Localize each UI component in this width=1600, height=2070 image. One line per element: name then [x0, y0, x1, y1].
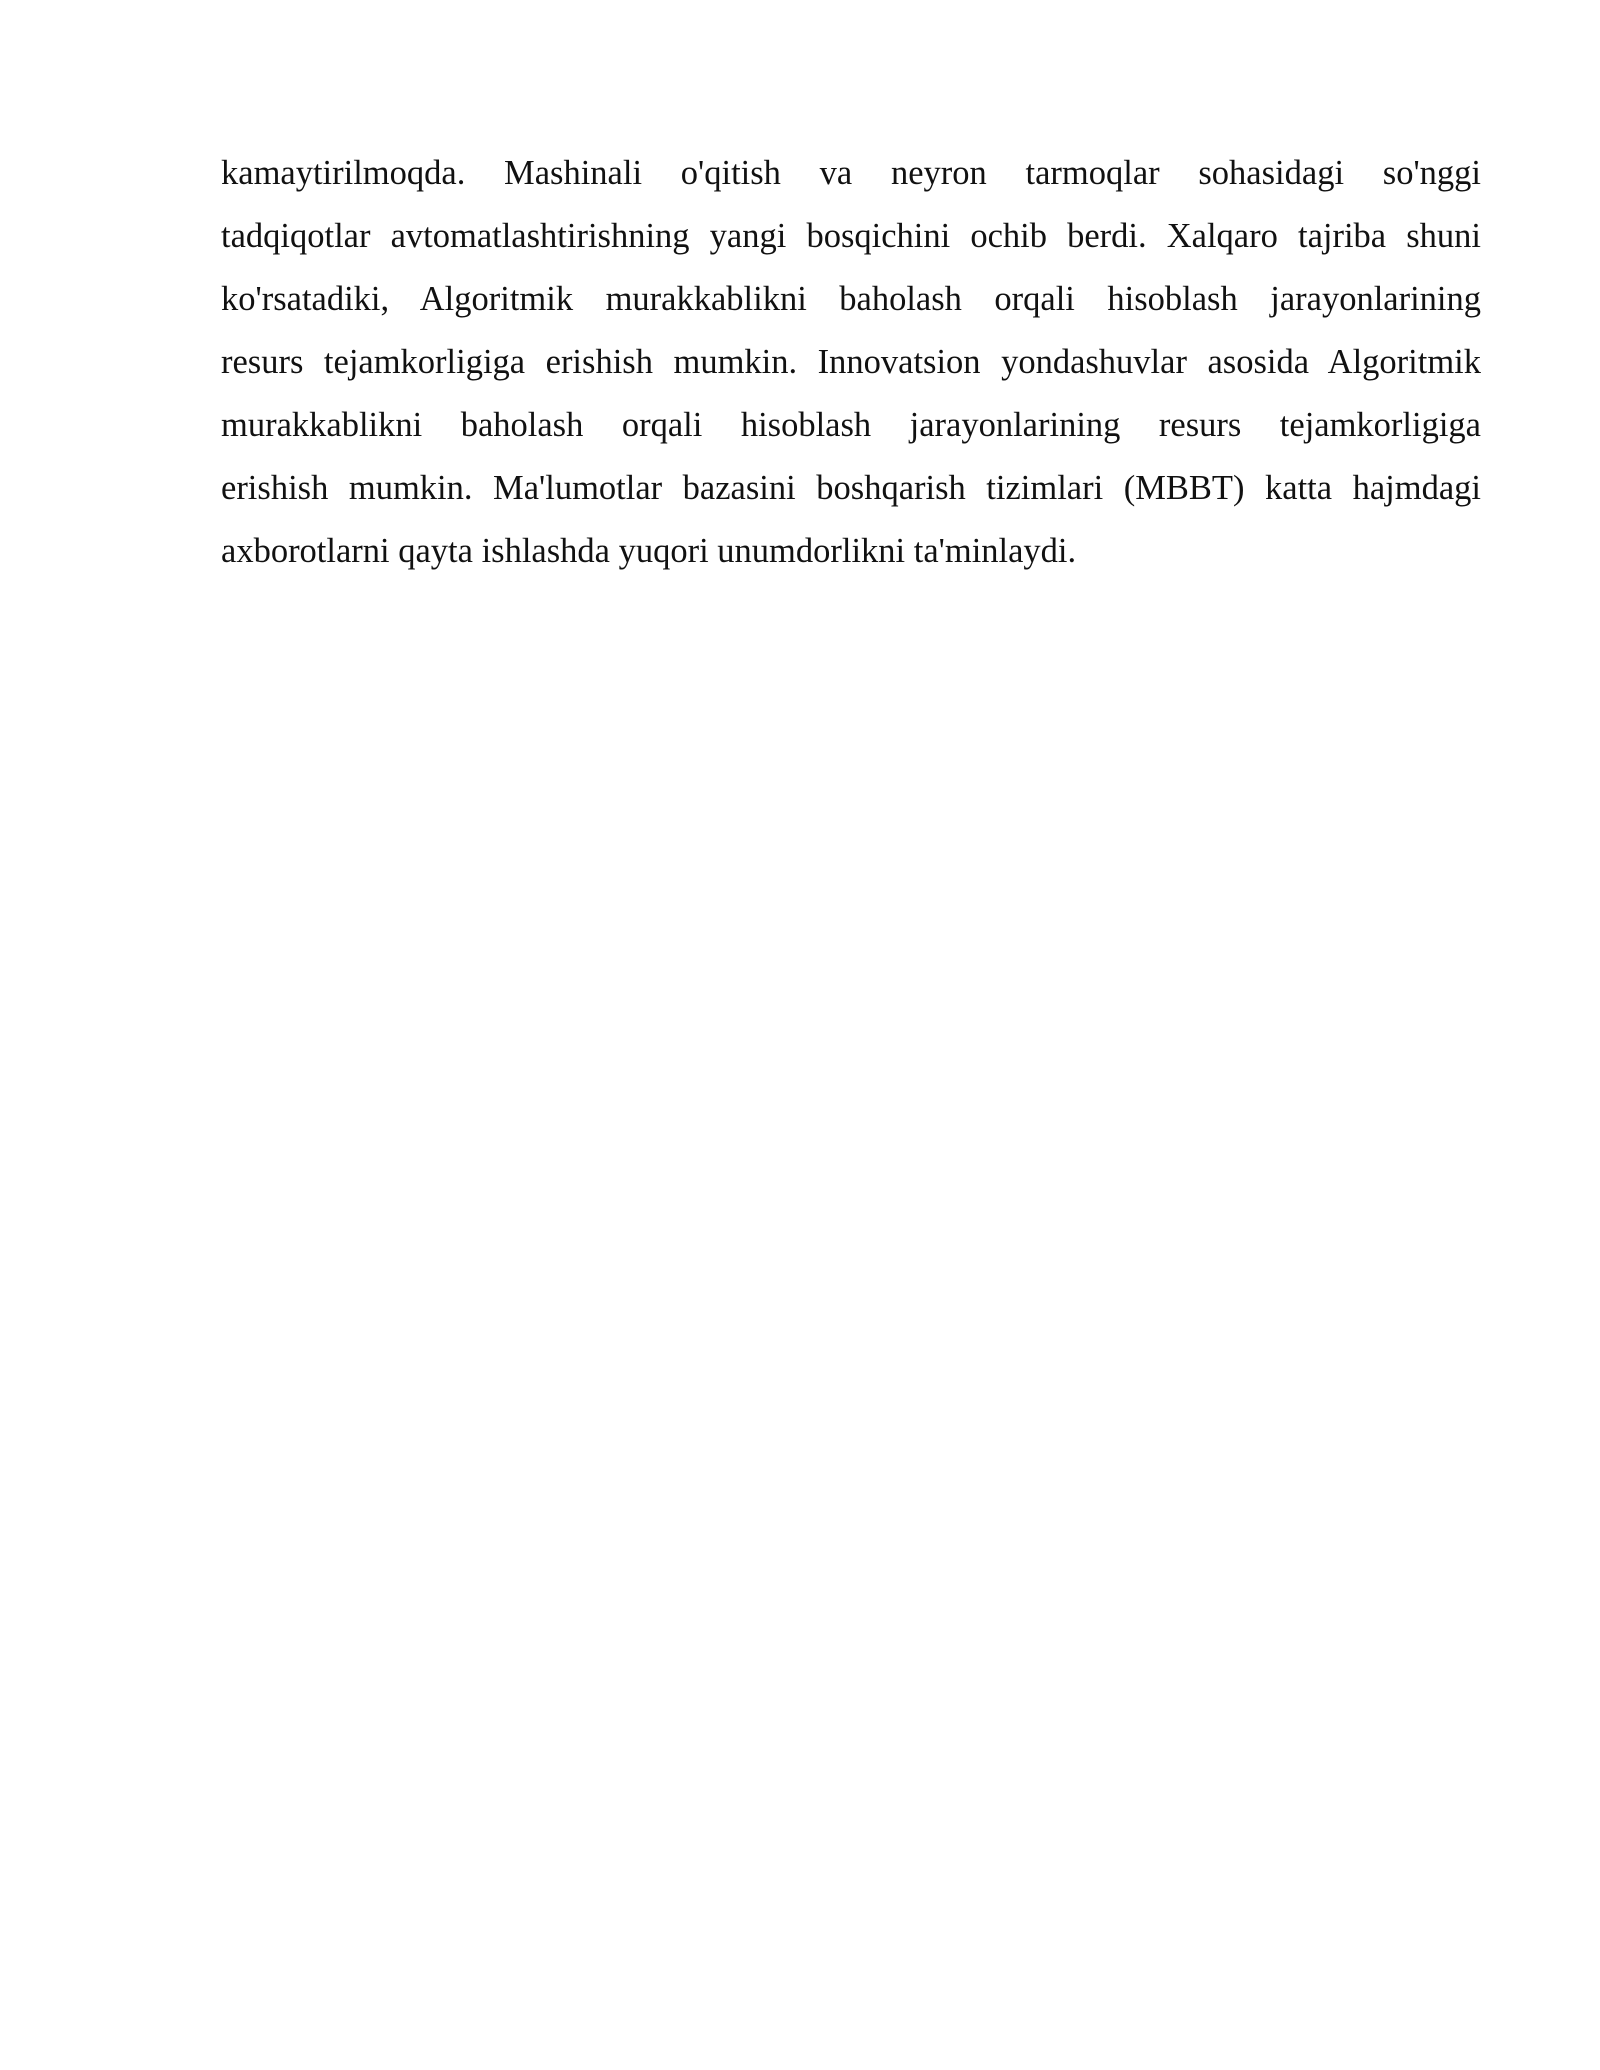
- paragraph-line: erishish mumkin. Ma'lumotlar bazasini boshqarish tizimlari (MBBT) katta hajmdagi: [221, 469, 1481, 507]
- paragraph-line: ko'rsatadiki, Algoritmik murakkablikni baholash orqali hisoblash jarayonlarining: [221, 280, 1481, 318]
- paragraph-line: tadqiqotlar avtomatlashtirishning yangi bosqichini ochib berdi. Xalqaro tajriba shuni: [221, 217, 1481, 255]
- paragraph-line: axborotlarni qayta ishlashda yuqori unumdorlikni ta'minlaydi.: [221, 532, 1077, 570]
- paragraph-line: kamaytirilmoqda. Mashinali o'qitish va neyron tarmoqlar sohasidagi so'nggi: [221, 154, 1481, 192]
- body-paragraph: [221, 142, 1481, 583]
- paragraph-line: resurs tejamkorligiga erishish mumkin. Innovatsion yondashuvlar asosida Algoritmik: [221, 343, 1481, 381]
- paragraph-line: murakkablikni baholash orqali hisoblash jarayonlarining resurs tejamkorligiga: [221, 406, 1481, 444]
